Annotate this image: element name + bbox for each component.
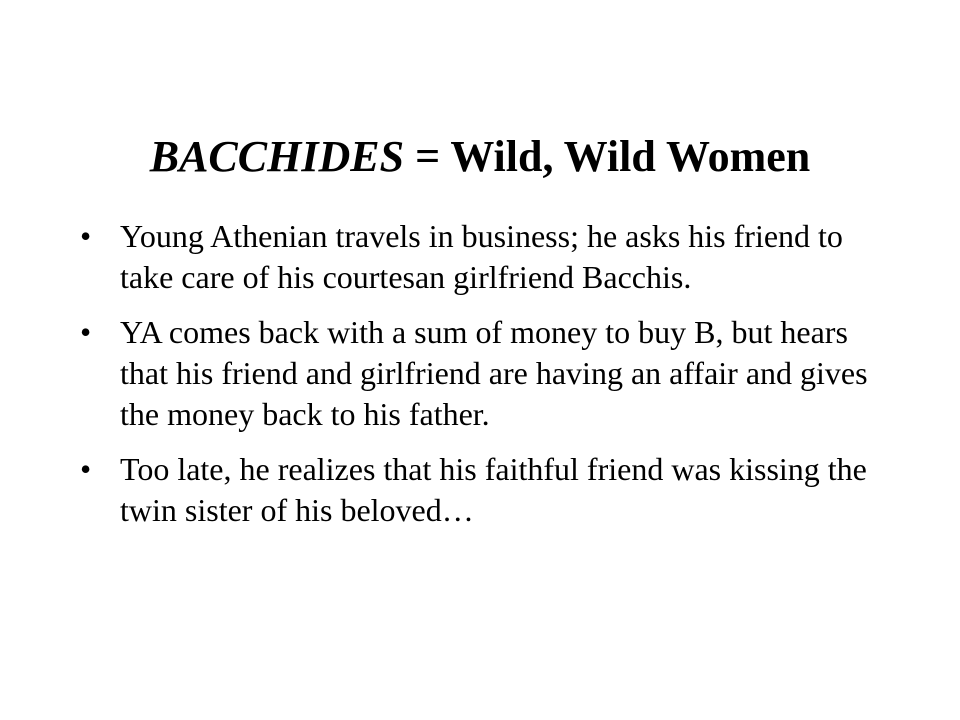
bullet-dot-icon: •	[80, 451, 92, 487]
title-subtitle: = Wild, Wild Women	[404, 132, 811, 182]
bullet-text: Young Athenian travels in business; he asks his friend to take care of his courtesan girlfriend Bacchis.	[120, 218, 843, 295]
bullet-text: YA comes back with a sum of money to buy B, but hears that his friend and girlfriend are having an affair and gives the money back to his father.	[120, 314, 868, 432]
bullet-dot-icon: •	[80, 314, 92, 350]
title-play-name: BACCHIDES	[149, 132, 405, 182]
bullet-dot-icon: •	[80, 218, 92, 254]
bullet-list	[80, 216, 880, 545]
bullet-item	[80, 449, 880, 531]
bullet-item	[80, 216, 880, 298]
bullet-item	[80, 312, 880, 435]
slide-title	[0, 129, 960, 185]
bullet-text: Too late, he realizes that his faithful friend was kissing the twin sister of his beloved…	[120, 451, 867, 528]
